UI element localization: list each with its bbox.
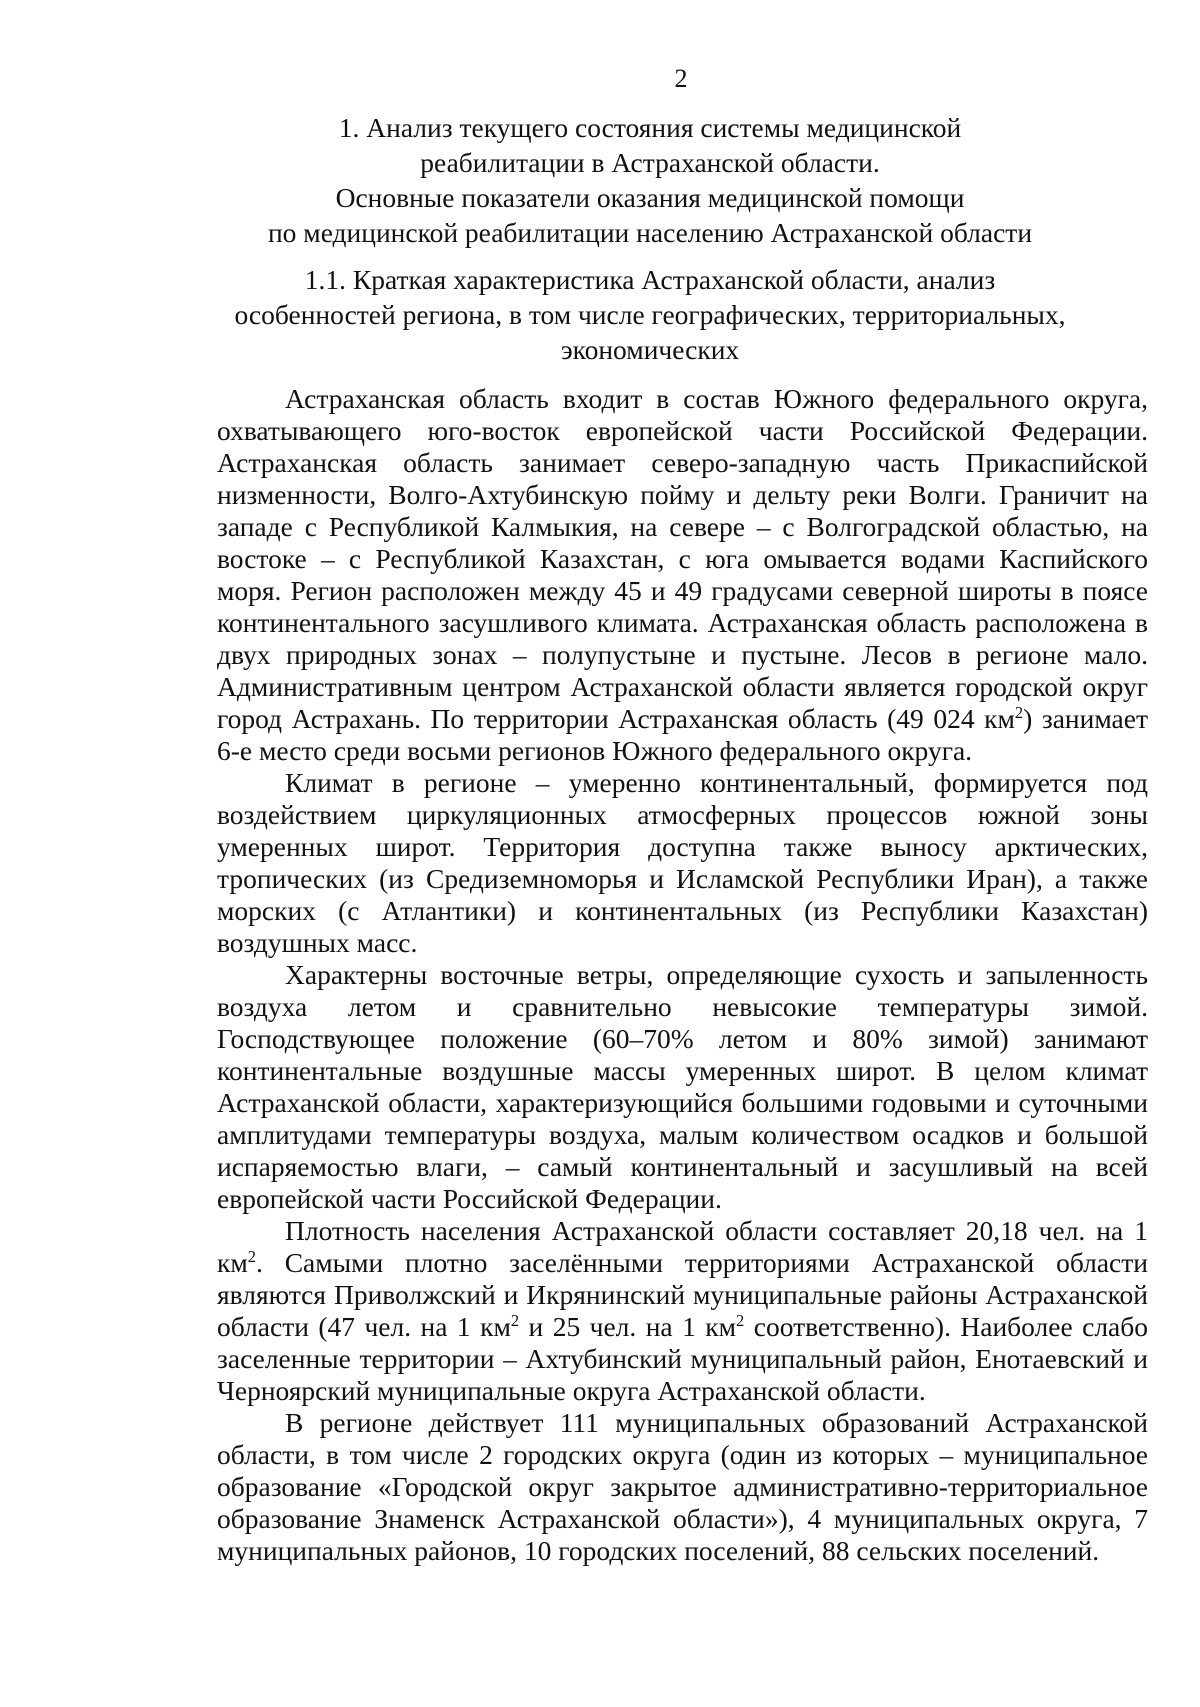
paragraph-municipalities — [217, 1407, 1148, 1567]
text-segment: Плотность населения Астраханской области составляет 20,18 чел. на 1 км — [217, 1215, 1148, 1278]
text-segment: соответственно). Наиболее слабо заселенные территории – Ахтубинский муниципальный район, Енотаевский и Черноярский муниципальные округа Астраханской области. — [217, 1311, 1149, 1406]
paragraph-population-density — [217, 1215, 1148, 1407]
page-number: 2 — [674, 64, 688, 93]
subsection-title-line: особенностей региона, в том числе географических, территориальных, — [234, 299, 1066, 330]
section-title-line: Основные показатели оказания медицинской помощи — [335, 182, 965, 213]
superscript: 2 — [510, 1310, 520, 1330]
section-title-line: по медицинской реабилитации населению Астраханской области — [267, 217, 1033, 248]
superscript: 2 — [1014, 702, 1024, 722]
text-segment: Климат в регионе – умеренно континентальный, формируется под воздействием циркуляционных атмосферных процессов южной зоны умеренных широт. Территория доступна также выносу арктических, тропических (из Средиземноморья и Исламской Республики Иран), а также морских (с Атлантики) и континентальных (из Республики Казахстан) воздушных масс. — [217, 767, 1148, 958]
section-title-line: реабилитации в Астраханской области. — [420, 147, 880, 178]
paragraph-geography — [217, 383, 1148, 767]
section-title-line: 1. Анализ текущего состояния системы медицинской — [338, 112, 962, 143]
paragraph-climate — [217, 767, 1148, 959]
section-title — [150, 110, 1150, 250]
subsection-title-line: 1.1. Краткая характеристика Астраханской области, анализ — [304, 264, 996, 295]
paragraph-winds — [217, 959, 1148, 1215]
text-segment: . Самыми плотно заселёнными территориями Астраханской области являются Приволжский и Икрянинский муниципальные районы Астраханской области (47 чел. на 1 км — [217, 1247, 1148, 1342]
superscript: 2 — [736, 1310, 745, 1330]
text-segment: ) занимает 6-е место среди восьми регионов Южного федерального округа. — [217, 703, 1148, 766]
body-text — [217, 383, 1148, 1567]
subsection-title — [150, 262, 1150, 367]
text-segment: Характерны восточные ветры, определяющие сухость и запыленность воздуха летом и сравнительно невысокие температуры зимой. Господствующее положение (60–70% летом и 80% зимой) занимают континентальные воздушные массы умеренных широт. В целом климат Астраханской области, характеризующийся большими годовыми и суточными амплитудами температуры воздуха, малым количеством осадков и большой испаряемостью влаги, – самый континентальный и засушливый на всей европейской части Российской Федерации. — [217, 959, 1148, 1214]
subsection-title-line: экономических — [560, 334, 740, 365]
superscript: 2 — [247, 1246, 257, 1266]
text-segment: и 25 чел. на 1 км — [519, 1311, 737, 1342]
text-segment: Астраханская область входит в состав Южного федерального округа, охватывающего юго-восток европейской части Российской Федерации. Астраханская область занимает северо-западную часть Прикаспийской низменности, Волго-Ахтубинскую пойму и дельту реки Волги. Граничит на западе с Республикой Калмыкия, на севере – с Волгоградской областью, на востоке – с Республикой Казахстан, с юга омывается водами Каспийского моря. Регион расположен между 45 и 49 градусами северной широты в поясе континентального засушливого климата. Астраханская область расположена в двух природных зонах – полупустыне и пустыне. Лесов в регионе мало. Административным центром Астраханской области является городской округ город Астрахань. По территории Астраханская область (49 024 км — [217, 383, 1148, 734]
text-segment: В регионе действует 111 муниципальных образований Астраханской области, в том числе 2 городских округа (один из которых – муниципальное образование «Городской округ закрытое административно-территориальное образование Знаменск Астраханской области»), 4 муниципальных округа, 7 муниципальных районов, 10 городских поселений, 88 сельских поселений. — [217, 1407, 1148, 1566]
